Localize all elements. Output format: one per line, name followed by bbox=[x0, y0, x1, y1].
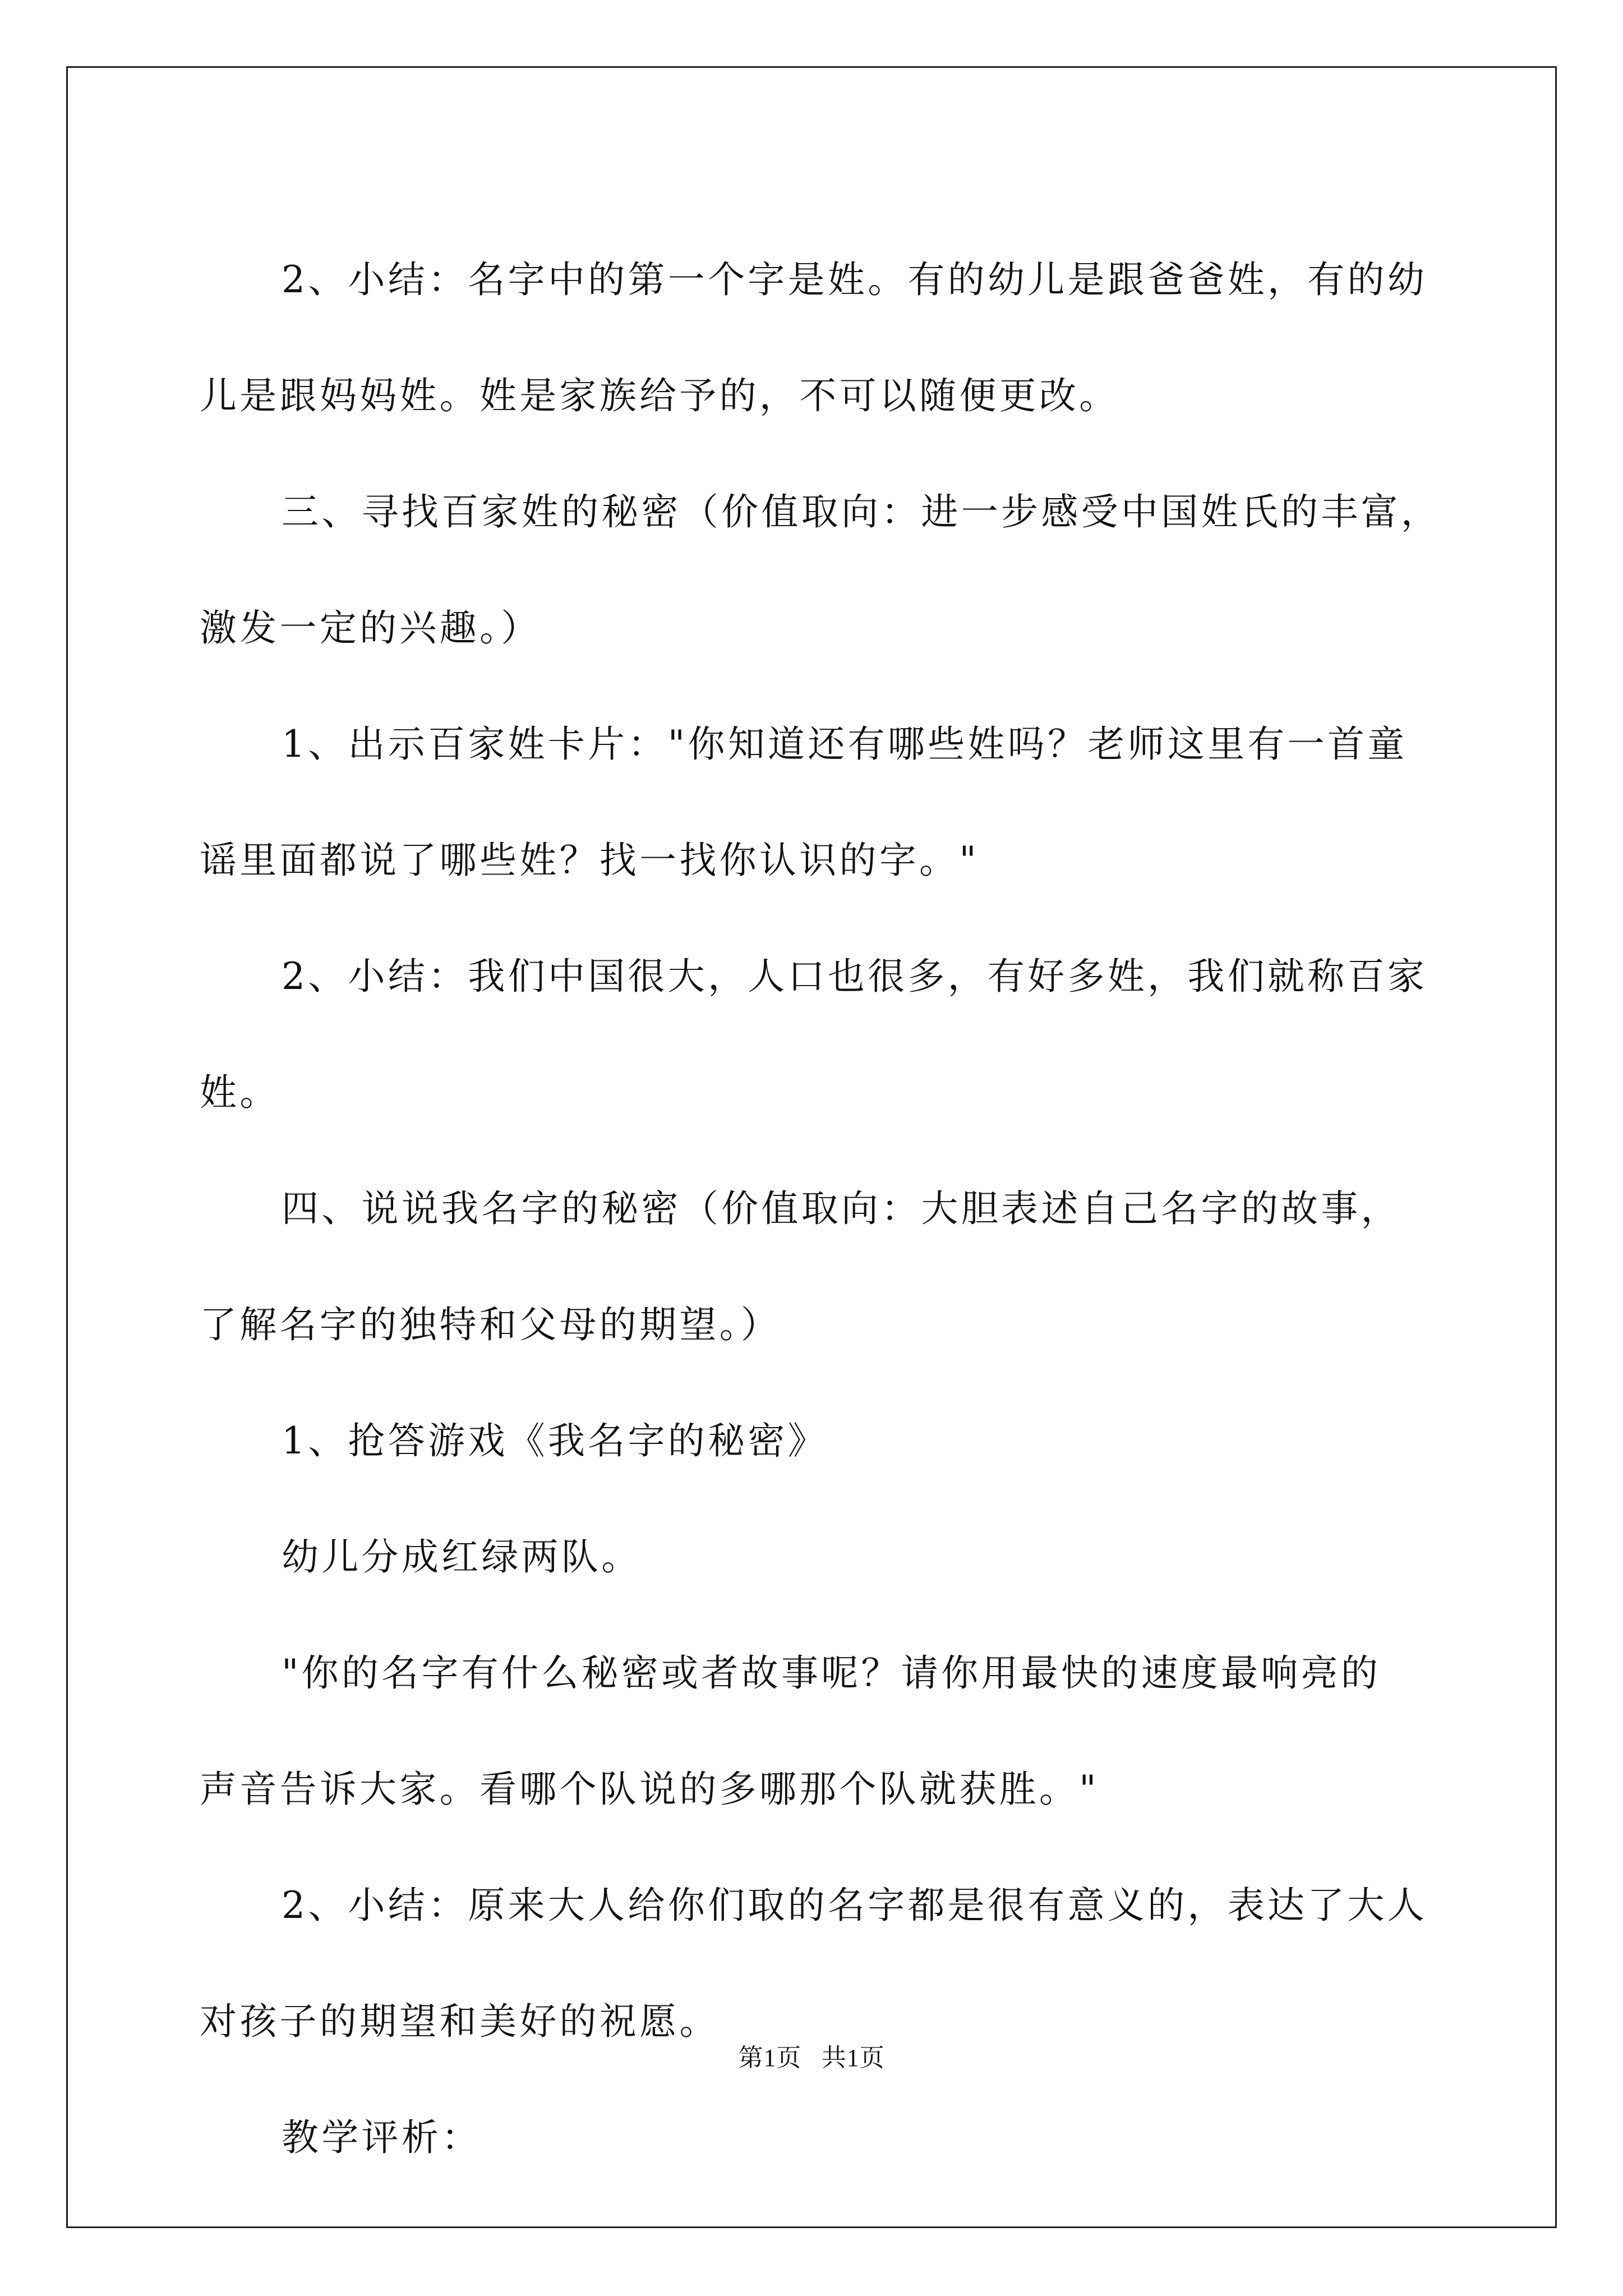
paragraph-line: 2、小结：原来大人给你们取的名字都是很有意义的，表达了大人 bbox=[282, 1884, 1428, 1927]
paragraph-line: 1、出示百家姓卡片："你知道还有哪些姓吗？老师这里有一首童 bbox=[282, 723, 1408, 766]
paragraph-line: 了解名字的独特和父母的期望。） bbox=[200, 1303, 781, 1346]
page-footer: 第1页 共1页 bbox=[738, 2044, 885, 2072]
document-body bbox=[200, 222, 1441, 2196]
paragraph-line: 四、说说我名字的秘密（价值取向：大胆表述自己名字的故事， bbox=[282, 1187, 1401, 1230]
paragraph-line: 教学评析： bbox=[282, 2116, 482, 2159]
paragraph-line: 声音告诉大家。看哪个队说的多哪那个队就获胜。" bbox=[200, 1768, 1099, 1811]
paragraph-line: 儿是跟妈妈姓。姓是家族给予的，不可以随便更改。 bbox=[200, 374, 1119, 417]
paragraph-line: 2、小结：名字中的第一个字是姓。有的幼儿是跟爸爸姓，有的幼 bbox=[282, 258, 1428, 301]
paragraph-line: 激发一定的兴趣。） bbox=[200, 606, 541, 650]
paragraph-line: "你的名字有什么秘密或者故事呢？请你用最快的速度最响亮的 bbox=[282, 1651, 1381, 1695]
paragraph-line: 1、抢答游戏《我名字的秘密》 bbox=[282, 1419, 828, 1462]
paragraph-line: 姓。 bbox=[200, 1071, 280, 1114]
paragraph-line: 2、小结：我们中国很大，人口也很多，有好多姓，我们就称百家 bbox=[282, 955, 1428, 998]
paragraph-line: 幼儿分成红绿两队。 bbox=[282, 1535, 642, 1579]
paragraph-line: 三、寻找百家姓的秘密（价值取向：进一步感受中国姓氏的丰富， bbox=[282, 490, 1441, 533]
paragraph-line: 谣里面都说了哪些姓？找一找你认识的字。" bbox=[200, 839, 979, 882]
paragraph-line: 对孩子的期望和美好的祝愿。 bbox=[200, 2000, 720, 2043]
